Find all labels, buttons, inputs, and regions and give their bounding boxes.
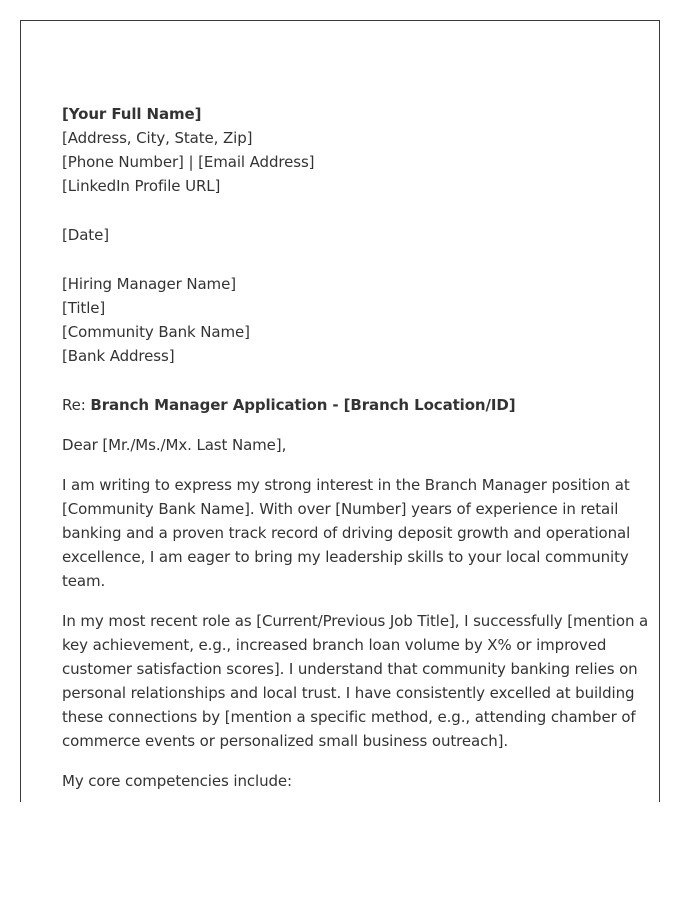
paragraph-line: personal relationships and local trust. I have consistently excelled at building [62,684,635,702]
paragraph-line: commerce events or personalized small business outreach]. [62,732,509,750]
paragraph-2 [62,609,649,753]
paragraph-line: In my most recent role as [Current/Previous Job Title], I successfully [mention a [62,612,649,630]
recipient-address: [Bank Address] [62,347,175,365]
paragraph-line: key achievement, e.g., increased branch loan volume by X% or improved [62,636,607,654]
letter-date: [Date] [62,226,109,244]
paragraph-3: My core competencies include: [62,772,292,790]
paragraph-line: I am writing to express my strong interest in the Branch Manager position at [62,476,630,494]
subject-text: Branch Manager Application - [Branch Location/ID] [90,396,516,414]
sender-address: [Address, City, State, Zip] [62,129,253,147]
letter-content [62,102,649,793]
paragraph-line: banking and a proven track record of driving deposit growth and operational [62,524,631,542]
sender-contact: [Phone Number] | [Email Address] [62,153,315,171]
sender-block [62,102,632,198]
subject-line [62,393,632,417]
letter-page [20,20,660,802]
paragraph-line: excellence, I am eager to bring my leadership skills to your local community [62,548,629,566]
recipient-block [62,272,632,368]
sender-linkedin: [LinkedIn Profile URL] [62,177,221,195]
paragraph-1 [62,473,632,593]
subject-prefix: Re: [62,396,91,414]
paragraph-line: customer satisfaction scores]. I understand that community banking relies on [62,660,638,678]
salutation: Dear [Mr./Ms./Mx. Last Name], [62,436,287,454]
recipient-name: [Hiring Manager Name] [62,275,236,293]
recipient-bank: [Community Bank Name] [62,323,250,341]
paragraph-line: team. [62,572,106,590]
paragraph-line: these connections by [mention a specific method, e.g., attending chamber of [62,708,636,726]
recipient-title: [Title] [62,299,106,317]
paragraph-line: [Community Bank Name]. With over [Number] years of experience in retail [62,500,619,518]
sender-name: [Your Full Name] [62,105,202,123]
